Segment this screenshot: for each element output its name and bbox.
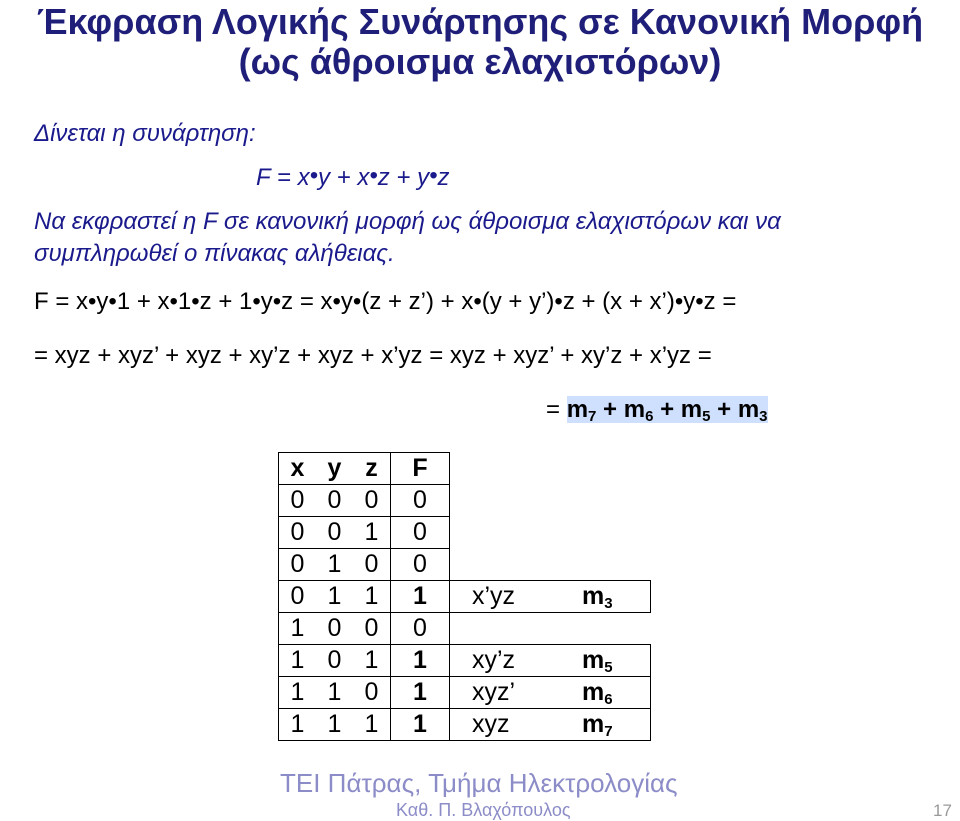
cell-f: 1 xyxy=(391,709,450,741)
cell-x: 0 xyxy=(279,485,317,517)
minterm-expression: xyz’ xyxy=(472,678,516,706)
cell-f: 0 xyxy=(391,613,450,645)
cell-z: 1 xyxy=(353,517,391,549)
cell-x: 0 xyxy=(279,549,317,581)
header-y: y xyxy=(316,453,353,485)
extra-cell xyxy=(450,517,651,549)
dot-icon: • xyxy=(429,162,438,189)
table-row xyxy=(279,549,651,581)
fn-part-2: y + x xyxy=(317,164,370,191)
header-z: z xyxy=(353,453,391,485)
minterm-label: $m_7$ xyxy=(582,710,613,740)
dot-icon: • xyxy=(369,162,378,189)
derivation-line1: F = x•y•1 + x•1•z + 1•y•z = x•y•(z + z’) + x•(y + y’)•z + (x + x’)•y•z = xyxy=(34,288,737,315)
intro-text: Δίνεται η συνάρτηση: xyxy=(34,120,256,147)
task-line2: συμπληρωθεί ο πίνακας αλήθειας. xyxy=(34,240,395,267)
minterm-label: $m_6$ xyxy=(582,678,613,708)
extra-cell xyxy=(450,613,651,645)
header-f: F xyxy=(391,453,450,485)
minterm-sum: $m_7 + m_6 + m_5 + m_3$ xyxy=(566,396,768,425)
cell-y: 1 xyxy=(316,677,353,709)
table-row xyxy=(279,613,651,645)
fn-part-lhs: F = x xyxy=(256,164,310,191)
footer-institution: ΤΕΙ Πάτρας, Τμήμα Ηλεκτρολογίας xyxy=(280,768,678,798)
table-row xyxy=(279,485,651,517)
extra-cell xyxy=(450,485,651,517)
cell-f: 0 xyxy=(391,549,450,581)
table-row xyxy=(279,581,651,613)
cell-y: 1 xyxy=(316,549,353,581)
cell-x: 0 xyxy=(279,581,317,613)
cell-f: 0 xyxy=(391,485,450,517)
minterm-expression: xyz xyxy=(472,710,510,738)
cell-z: 0 xyxy=(353,677,391,709)
minterm-expression: x’yz xyxy=(472,582,516,610)
cell-y: 1 xyxy=(316,581,353,613)
footer-author: Καθ. Π. Βλαχόπουλος xyxy=(396,800,571,820)
fn-part-3: z + y xyxy=(377,164,430,191)
derivation-line2: = xyz + xyz’ + xyz + xy’z + xyz + x’yz = xyz + xyz’ + xy’z + x’yz = xyxy=(34,342,712,369)
cell-f: 0 xyxy=(391,517,450,549)
derivation-line3-prefix: = xyxy=(546,396,567,423)
minterm-cell xyxy=(450,709,651,741)
cell-y: 0 xyxy=(316,517,353,549)
table-header-row xyxy=(279,453,651,485)
extra-cell xyxy=(450,453,651,485)
cell-y: 0 xyxy=(316,485,353,517)
derivation-line3 xyxy=(546,396,768,424)
header-x: x xyxy=(279,453,317,485)
truth-table xyxy=(278,452,651,741)
minterm-cell xyxy=(450,677,651,709)
task-line1: Να εκφραστεί η F σε κανονική μορφή ως άθροισμα ελαχιστόρων και να xyxy=(34,208,781,235)
minterm-label: $m_5$ xyxy=(582,646,613,676)
cell-y: 0 xyxy=(316,613,353,645)
table-row xyxy=(279,645,651,677)
cell-z: 0 xyxy=(353,485,391,517)
cell-f: 1 xyxy=(391,645,450,677)
minterm-cell xyxy=(450,581,651,613)
cell-x: 1 xyxy=(279,613,317,645)
cell-f: 1 xyxy=(391,581,450,613)
cell-x: 1 xyxy=(279,645,317,677)
fn-part-4: z xyxy=(437,164,450,191)
table-row xyxy=(279,517,651,549)
minterm-expression: xy’z xyxy=(472,646,516,674)
slide-title-line2: (ως άθροισμα ελαχιστόρων) xyxy=(238,41,722,82)
cell-y: 0 xyxy=(316,645,353,677)
page-number: 17 xyxy=(933,801,952,820)
function-definition xyxy=(256,164,450,192)
dot-icon: • xyxy=(309,162,318,189)
cell-z: 0 xyxy=(353,549,391,581)
cell-z: 1 xyxy=(353,581,391,613)
cell-x: 0 xyxy=(279,517,317,549)
table-row xyxy=(279,709,651,741)
cell-z: 1 xyxy=(353,645,391,677)
cell-f: 1 xyxy=(391,677,450,709)
extra-cell xyxy=(450,549,651,581)
cell-y: 1 xyxy=(316,709,353,741)
slide-title-line1: Έκφραση Λογικής Συνάρτησης σε Κανονική Μορφή xyxy=(36,1,924,42)
minterm-label: $m_3$ xyxy=(582,582,613,612)
table-row xyxy=(279,677,651,709)
cell-z: 1 xyxy=(353,709,391,741)
cell-z: 0 xyxy=(353,613,391,645)
cell-x: 1 xyxy=(279,709,317,741)
minterm-cell xyxy=(450,645,651,677)
cell-x: 1 xyxy=(279,677,317,709)
